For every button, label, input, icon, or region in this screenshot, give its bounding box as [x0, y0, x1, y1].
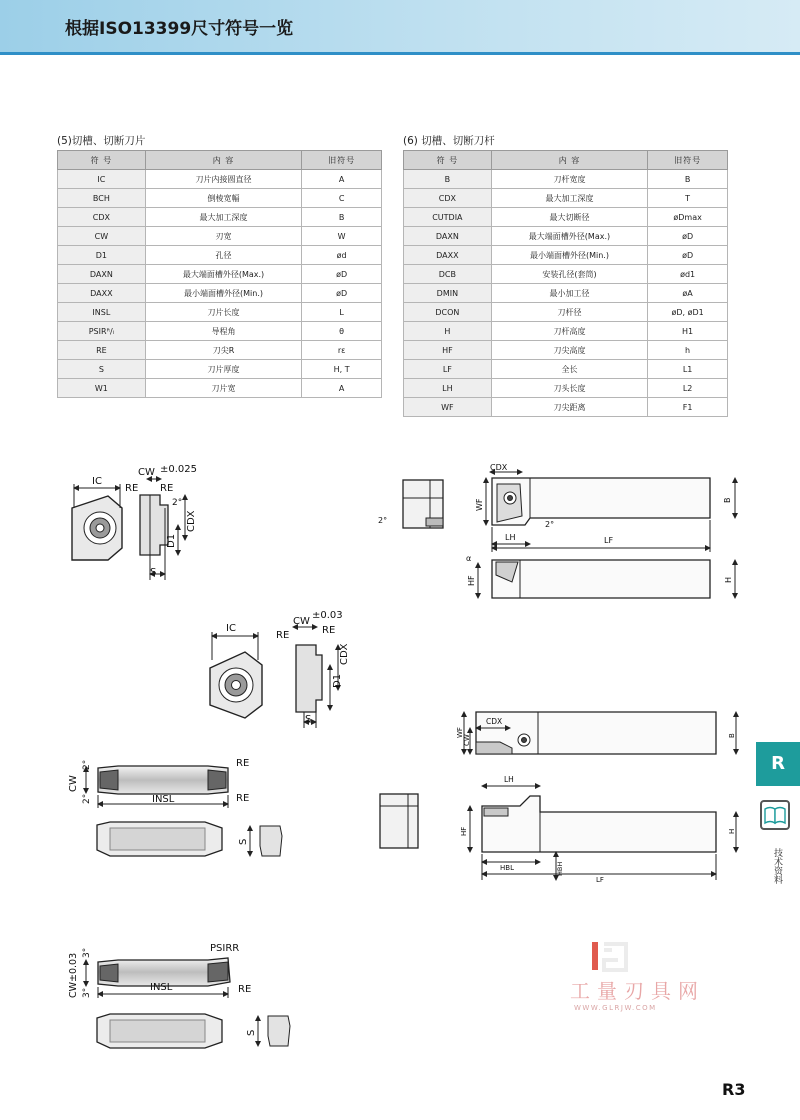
cell-symbol: CUTDIA [404, 208, 492, 227]
col-header-symbol: 符 号 [58, 151, 146, 170]
logo-mark-icon [590, 940, 630, 974]
chapter-tab-r[interactable]: R [756, 742, 800, 786]
dim-b: B [728, 733, 736, 738]
dim-angle: 3° [82, 987, 92, 998]
insert-diagram-3 [86, 766, 282, 856]
cell-symbol: DAXN [58, 265, 146, 284]
cell-symbol: CW [58, 227, 146, 246]
cell-symbol: H [404, 322, 492, 341]
cell-old-symbol: øA [648, 284, 728, 303]
cell-content: 全长 [491, 360, 647, 379]
cell-old-symbol: H, T [302, 360, 382, 379]
dim-b: B [723, 497, 732, 503]
cell-old-symbol: W [302, 227, 382, 246]
cell-symbol: DCB [404, 265, 492, 284]
cell-symbol: HF [404, 341, 492, 360]
cell-symbol: W1 [58, 379, 146, 398]
dim-d1: D1 [166, 533, 177, 548]
col-header-old-symbol: 旧符号 [648, 151, 728, 170]
cell-symbol: WF [404, 398, 492, 417]
dim-re: RE [322, 625, 336, 636]
cell-symbol: D1 [58, 246, 146, 265]
dim-re: RE [160, 483, 174, 494]
dim-hf: HF [467, 575, 476, 586]
insert-diagram-1 [72, 479, 185, 580]
dim-cdx: CDX [339, 643, 350, 665]
cell-symbol: B [404, 170, 492, 189]
cell-old-symbol: H1 [648, 322, 728, 341]
dim-lh: LH [505, 533, 516, 542]
cell-old-symbol: F1 [648, 398, 728, 417]
dim-re: RE [238, 984, 252, 995]
dim-re: RE [236, 793, 250, 804]
cell-content: 刀片宽 [145, 379, 302, 398]
cell-old-symbol: øD [302, 284, 382, 303]
cell-old-symbol: L [302, 303, 382, 322]
cell-old-symbol: L1 [648, 360, 728, 379]
col-header-symbol: 符 号 [404, 151, 492, 170]
dim-hf: HF [460, 826, 468, 836]
cell-symbol: IC [58, 170, 146, 189]
dim-angle: 2° [82, 793, 92, 804]
cell-content: 刀头长度 [491, 379, 647, 398]
dim-cw: CW [138, 467, 155, 478]
cell-old-symbol: L2 [648, 379, 728, 398]
dim-h: H [724, 576, 733, 583]
cell-symbol: PSIRᴿ/ₗ [58, 322, 146, 341]
dim-lh: LH [504, 775, 514, 784]
side-section-label: 技术资料 [772, 848, 782, 884]
dim-hbl: HBL [500, 864, 514, 872]
cell-content: 刀片厚度 [145, 360, 302, 379]
dim-cw: CW [293, 616, 310, 627]
col-header-old-symbol: 旧符号 [302, 151, 382, 170]
cell-old-symbol: A [302, 170, 382, 189]
dim-d1: D1 [332, 673, 343, 688]
dim-s: S [238, 838, 249, 845]
cell-content: 刀杆高度 [491, 322, 647, 341]
cell-content: 刀片内接圆直径 [145, 170, 302, 189]
dim-cw: CW [463, 734, 471, 746]
cell-symbol: DAXX [404, 246, 492, 265]
dim-lf: LF [604, 536, 614, 545]
dim-wf: WF [475, 498, 484, 511]
cell-content: 刀尖距离 [491, 398, 647, 417]
insert-table-title: (5)切槽、切断刀片 [57, 135, 146, 147]
cell-old-symbol: øD [648, 227, 728, 246]
insert-diagram-2 [210, 627, 338, 728]
cell-old-symbol: h [648, 341, 728, 360]
insert-diagram-4 [86, 958, 290, 1048]
dim-h: H [728, 828, 736, 834]
cell-symbol: LF [404, 360, 492, 379]
cell-old-symbol: B [648, 170, 728, 189]
dim-tolerance: ±0.03 [312, 610, 343, 621]
holder-diagram-1 [403, 472, 735, 598]
dim-s: S [305, 714, 312, 725]
watermark-text: 工量刃具网 [570, 979, 705, 1003]
open-book-icon [760, 800, 790, 830]
cell-content: 最大加工深度 [145, 208, 302, 227]
dim-angle: 2° [82, 759, 92, 770]
dim-alpha: α [466, 554, 472, 563]
cell-content: 最小加工径 [491, 284, 647, 303]
cell-content: 最小端面槽外径(Min.) [491, 246, 647, 265]
dim-re: RE [125, 483, 139, 494]
dim-psirr: PSIRR [210, 943, 240, 954]
dim-angle: 3° [82, 947, 92, 958]
cell-old-symbol: øD [648, 246, 728, 265]
cell-old-symbol: øD, øD1 [648, 303, 728, 322]
dim-re: RE [276, 630, 290, 641]
holder-table-title: (6) 切槽、切断刀杆 [403, 135, 495, 147]
page-number: R3 [722, 1080, 746, 1099]
cell-content: 孔径 [145, 246, 302, 265]
dim-s: S [246, 1029, 257, 1036]
cell-old-symbol: ød [302, 246, 382, 265]
cell-old-symbol: rε [302, 341, 382, 360]
cell-content: 刀尖高度 [491, 341, 647, 360]
cell-old-symbol: C [302, 189, 382, 208]
dim-cw-tolerance: CW±0.03 [68, 952, 79, 998]
dim-cdx: CDX [490, 463, 508, 472]
dim-s: S [150, 567, 157, 578]
dim-tolerance: ±0.025 [160, 464, 198, 475]
cell-symbol: LH [404, 379, 492, 398]
dim-cdx: CDX [486, 717, 503, 726]
cell-symbol: DCON [404, 303, 492, 322]
dim-angle: 2° [545, 520, 555, 529]
cell-content: 安装孔径(套筒) [491, 265, 647, 284]
dim-insl: INSL [152, 794, 175, 805]
cell-content: 倒棱宽幅 [145, 189, 302, 208]
dim-wf: WF [456, 727, 464, 738]
cell-symbol: INSL [58, 303, 146, 322]
dim-cdx: CDX [186, 510, 197, 532]
cell-symbol: CDX [404, 189, 492, 208]
cell-old-symbol: θ [302, 322, 382, 341]
cell-content: 刀片长度 [145, 303, 302, 322]
dim-hbh: HBH [556, 861, 564, 876]
cell-content: 导程角 [145, 322, 302, 341]
dim-ic: IC [226, 623, 236, 634]
cell-symbol: DAXN [404, 227, 492, 246]
col-header-content: 内 容 [491, 151, 647, 170]
col-header-content: 内 容 [145, 151, 302, 170]
cell-old-symbol: øD [302, 265, 382, 284]
cell-content: 刀杆径 [491, 303, 647, 322]
cell-symbol: DAXX [58, 284, 146, 303]
watermark-url: WWW.GLRJW.COM [574, 1004, 657, 1012]
cell-old-symbol: øDmax [648, 208, 728, 227]
cell-content: 最大端面槽外径(Max.) [145, 265, 302, 284]
cell-symbol: DMIN [404, 284, 492, 303]
cell-content: 刀杆宽度 [491, 170, 647, 189]
cell-symbol: BCH [58, 189, 146, 208]
cell-content: 刀尖R [145, 341, 302, 360]
cell-old-symbol: T [648, 189, 728, 208]
dim-insl: INSL [150, 982, 173, 993]
cell-content: 最大切断径 [491, 208, 647, 227]
cell-symbol: CDX [58, 208, 146, 227]
page-title: 根据ISO13399尺寸符号一览 [65, 19, 294, 39]
dim-angle: 2° [172, 498, 183, 508]
cell-symbol: RE [58, 341, 146, 360]
dim-angle: 2° [378, 516, 388, 525]
cell-old-symbol: B [302, 208, 382, 227]
dim-cw: CW [68, 775, 79, 792]
dim-ic: IC [92, 476, 102, 487]
holder-diagram-2 [380, 712, 736, 880]
cell-content: 最小端面槽外径(Min.) [145, 284, 302, 303]
dim-lf: LF [596, 876, 604, 884]
cell-content: 刃宽 [145, 227, 302, 246]
cell-old-symbol: A [302, 379, 382, 398]
dim-re: RE [236, 758, 250, 769]
cell-content: 最大加工深度 [491, 189, 647, 208]
cell-content: 最大端面槽外径(Max.) [491, 227, 647, 246]
cell-old-symbol: ød1 [648, 265, 728, 284]
cell-symbol: S [58, 360, 146, 379]
